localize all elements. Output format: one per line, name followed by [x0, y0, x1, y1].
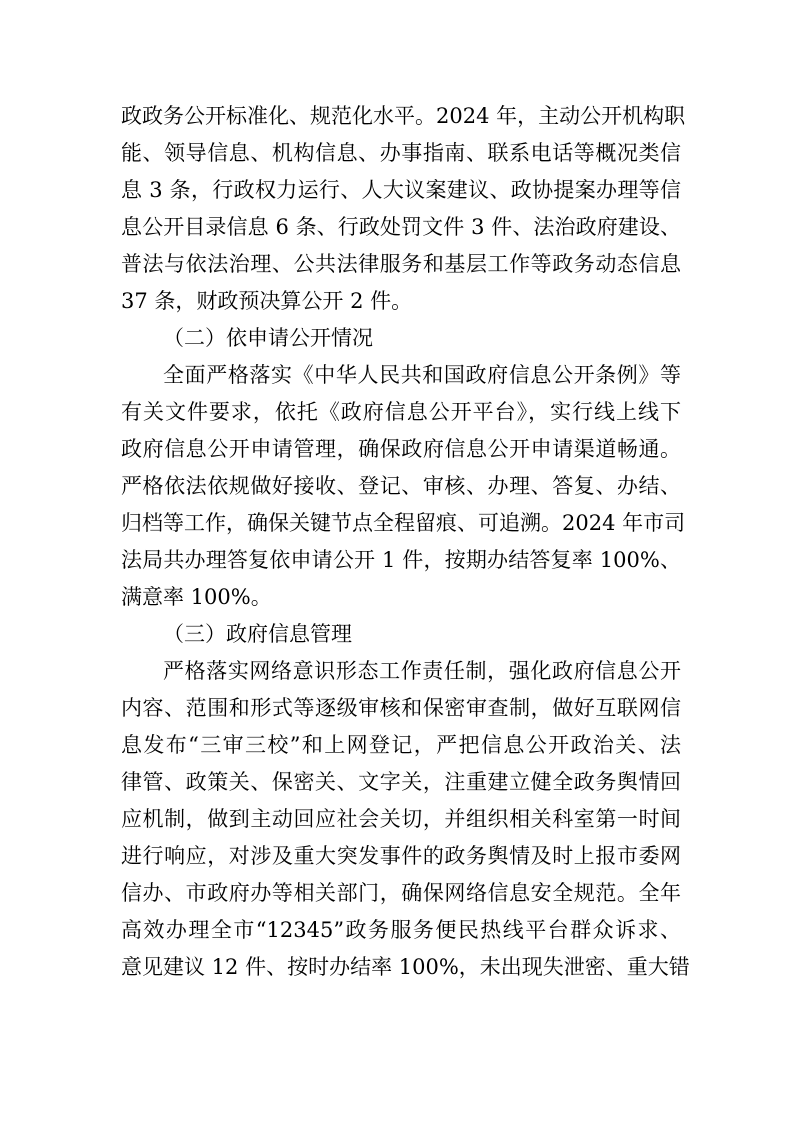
paragraph-line: 政府信息公开申请管理，确保政府信息公开申请渠道畅通。 [121, 437, 681, 461]
paragraph-line: 息公开目录信息 6 条、行政处罚文件 3 件、法治政府建设、 [121, 215, 681, 239]
paragraph-line: 普法与依法治理、公共法律服务和基层工作等政务动态信息 [121, 252, 681, 276]
paragraph-line: 政政务公开标准化、规范化水平。2024 年，主动公开机构职 [121, 104, 686, 128]
paragraph-line: 应机制，做到主动回应社会关切，并组织相关科室第一时间 [121, 807, 681, 831]
paragraph-line: 律管、政策关、保密关、文字关，注重建立健全政务舆情回 [121, 770, 681, 794]
paragraph-line: 严格依法依规做好接收、登记、审核、办理、答复、办结、 [121, 474, 681, 498]
paragraph-line: 严格落实网络意识形态工作责任制，强化政府信息公开 [163, 659, 681, 683]
paragraph-line: 息发布“三审三校”和上网登记，严把信息公开政治关、法 [121, 733, 681, 757]
paragraph-line: 满意率 100%。 [121, 585, 272, 609]
paragraph-line: 37 条，财政预决算公开 2 件。 [121, 289, 413, 313]
paragraph-line: 意见建议 12 件、按时办结率 100%，未出现失泄密、重大错 [121, 955, 690, 979]
section-heading: （三）政府信息管理 [163, 622, 352, 646]
paragraph-line: 高效办理全市“12345”政务服务便民热线平台群众诉求、 [121, 918, 681, 942]
paragraph-line: 能、领导信息、机构信息、办事指南、联系电话等概况类信 [121, 141, 681, 165]
paragraph-line: 有关文件要求，依托《政府信息公开平台》，实行线上线下 [121, 400, 681, 424]
paragraph-line: 归档等工作，确保关键节点全程留痕、可追溯。2024 年市司 [121, 511, 686, 535]
paragraph-line: 内容、范围和形式等逐级审核和保密审查制，做好互联网信 [121, 696, 681, 720]
paragraph-line: 息 3 条，行政权力运行、人大议案建议、政协提案办理等信 [121, 178, 681, 202]
paragraph-line: 法局共办理答复依申请公开 1 件，按期办结答复率 100%、 [121, 548, 681, 572]
paragraph-line: 全面严格落实《中华人民共和国政府信息公开条例》等 [163, 363, 681, 387]
section-heading: （二）依申请公开情况 [163, 326, 373, 350]
paragraph-line: 信办、市政府办等相关部门，确保网络信息安全规范。全年 [121, 881, 681, 905]
paragraph-line: 进行响应，对涉及重大突发事件的政务舆情及时上报市委网 [121, 844, 681, 868]
